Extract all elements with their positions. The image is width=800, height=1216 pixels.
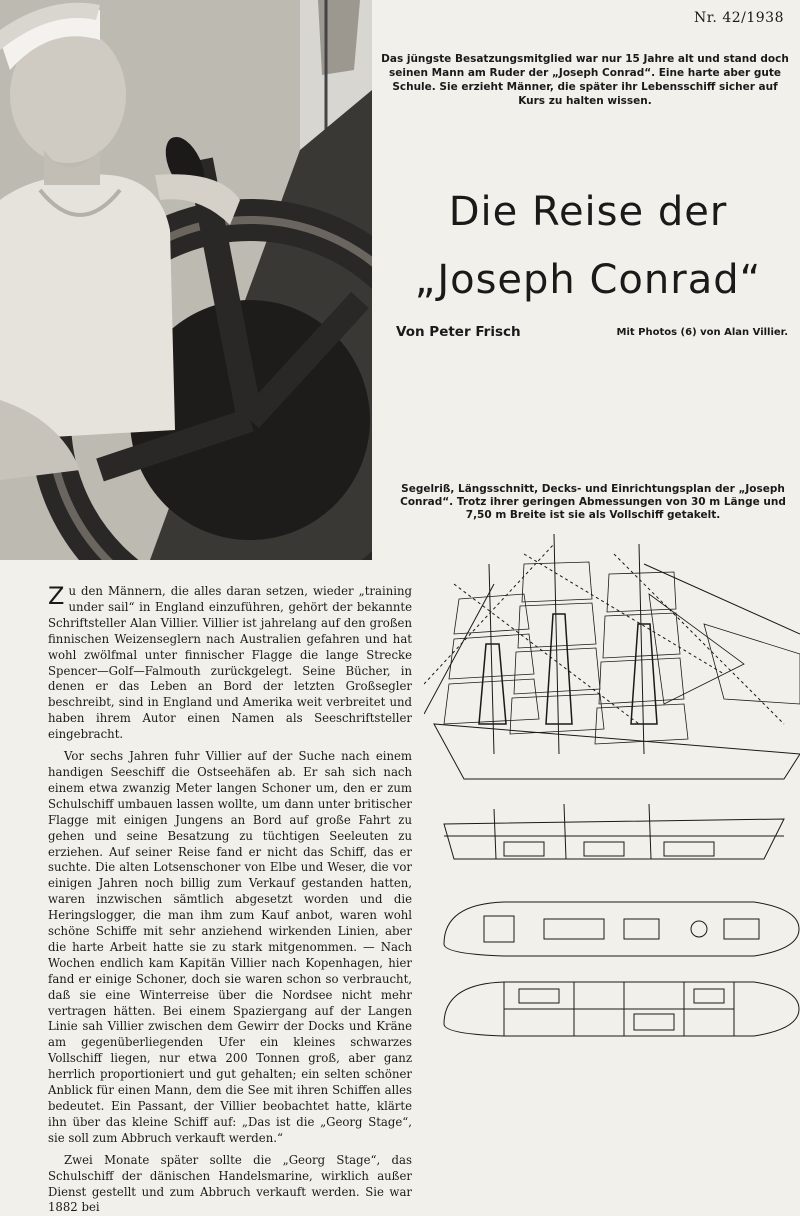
article-paragraph: Zwei Monate später sollte die „Georg Stage“, das Schulschiff der dänischen Handelsmarine, wirklich außer Dienst gestellt und zum Abbruch verkauft werden. Sie war 1882 bei <box>48 1152 412 1215</box>
issue-number: Nr. 42/1938 <box>694 10 784 26</box>
drop-cap: Z <box>48 582 65 610</box>
accommodation-plan-drawing <box>444 982 799 1036</box>
article-title <box>376 178 800 314</box>
photo-credit: Mit Photos (6) von Alan Villier. <box>616 327 788 338</box>
sail-plan-drawing <box>424 534 800 779</box>
byline: Von Peter Frisch <box>396 324 521 340</box>
ship-plans <box>424 524 800 1084</box>
article-paragraph: Vor sechs Jahren fuhr Villier auf der Suche nach einem handigen Seeschiff die Ostseehäfen ab. Er sah sich nach einem etwa zwanzig Meter langen Schoner um, den er zum Schulschiff umbauen lassen wollte, um dann unter britischer Flagge mit einigen Jungens an Bord auf große Fahrt zu gehen und seine Besatzung zu tüchtigen Seeleuten zu erziehen. Auf seiner Reise fand er nicht das Schiff, das er suchte. Die alten Lotsenschoner von Elbe und Weser, die vor einigen Jahren noch billig zum Verkauf gestanden hatten, waren inzwischen sämtlich abgesetzt worden und die Heringslogger, die man ihm zum Kauf anbot, waren wohl schöne Schiffe mit sehr anziehend wirkenden Linien, aber die harte Arbeit hatte sie zu stark mitgenommen. — Nach Wochen endlich kam Kapitän Villier nach Kopenhagen, hier fand er einige Schoner, doch sie waren schon so verbraucht, daß sie eine Winterreise über die Nordsee nicht mehr vertragen hätten. Bei einem Spaziergang auf der Langen Linie sah Villier zwischen dem Gewirr der Docks und Kräne am gegenüberliegenden Ufer ein kleines schwarzes Vollschiff liegen, nur etwa 200 Tonnen groß, aber ganz herrlich proportioniert und gut gehalten; ein selten schöner Anblick für einen Mann, dem die See mit ihren Schiffen alles bedeutet. Ein Passant, der Villier beobachtet hatte, klärte ihn über das kleine Schiff auf: „Das ist die „Georg Stage“, sie soll zum Abbruch verkauft werden.“ <box>48 749 412 1145</box>
article-paragraph <box>48 584 412 743</box>
photo-caption: Das jüngste Besatzungsmitglied war nur 15 Jahre alt und stand doch seinen Mann am Ruder der „Joseph Conrad“. Eine harte aber gute Schule. Sie erzieht Männer, die später ihr Lebensschiff sicher auf Kurs zu halten wissen. <box>381 53 789 107</box>
article-body <box>48 584 412 1216</box>
article-title-line1: Die Reise der <box>448 189 728 235</box>
plan-caption: Segelriß, Längsschnitt, Decks- und Einrichtungsplan der „Joseph Conrad“. Trotz ihrer geringen Abmessungen von 30 m Länge und 7,50 m Breite ist sie als Vollschiff getakelt. <box>400 483 786 521</box>
deck-plan-drawing <box>444 902 799 956</box>
article-title-line2: „Joseph Conrad“ <box>414 257 762 303</box>
article-paragraph-text: u den Männern, die alles daran setzen, wieder „training under sail“ in England einzuführen, gehört der bekannte Schriftsteller Alan Villier. Villier ist jahrelang auf den großen finnischen Weizenseglern nach Australien gefahren und hat wohl zwölfmal unter finnischer Flagge die lange Strecke Spencer—Golf—Falmouth zurückgelegt. Seine Bücher, in denen er das Leben an Bord der letzten Großsegler beschreibt, sind in England und Amerika weit verbreitet und haben ihrem Autor einen Namen als Seeschriftsteller eingebracht. <box>48 584 412 742</box>
photo-sailor-boy <box>0 0 372 560</box>
longitudinal-section-drawing <box>444 804 784 859</box>
